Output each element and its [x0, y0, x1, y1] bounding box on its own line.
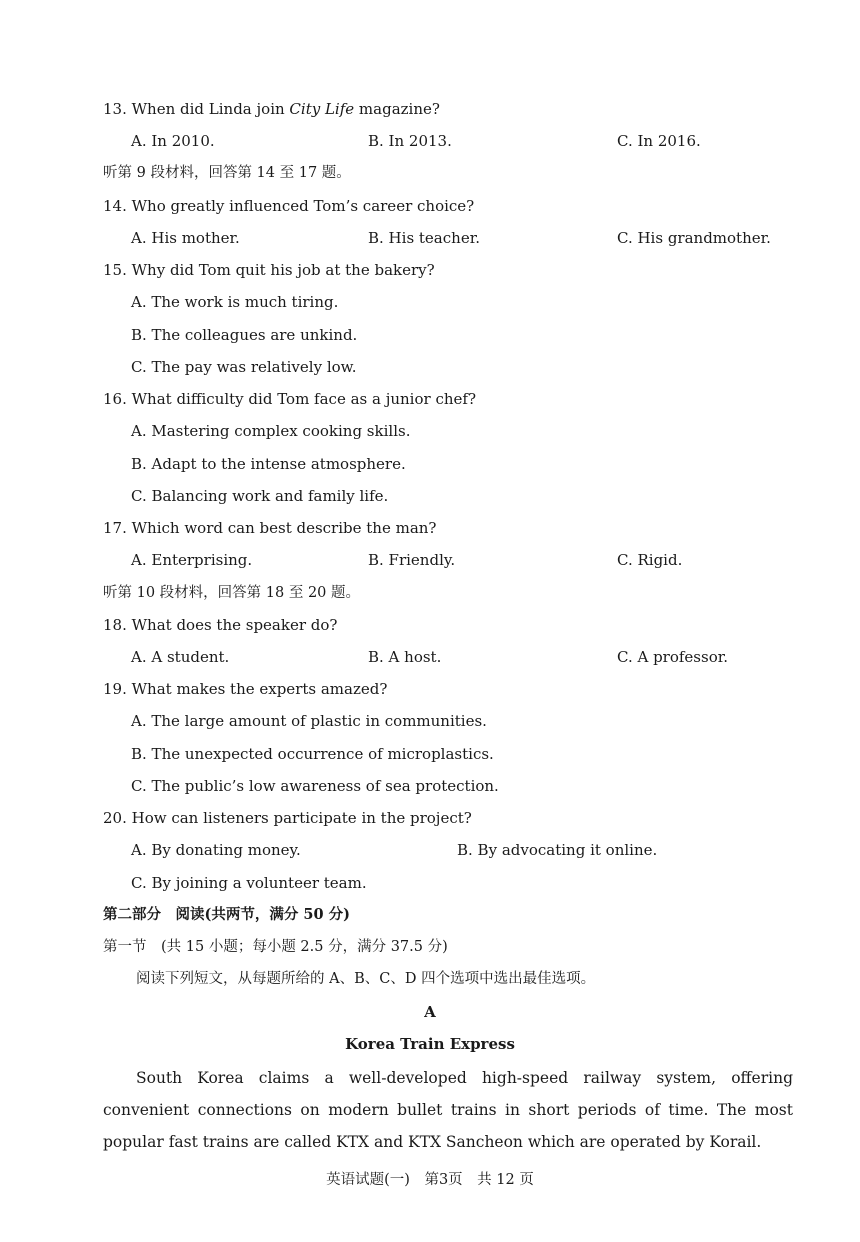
question-15-stem: 15. Why did Tom quit his job at the bakery?	[103, 261, 435, 279]
q16-option-a: A. Mastering complex cooking skills.	[131, 422, 411, 440]
q19-option-c: C. The public’s low awareness of sea protection.	[131, 777, 499, 795]
q14-option-c: C. His grandmother.	[617, 229, 771, 247]
section-10-instruction: 听第 10 段材料，回答第 18 至 20 题。	[103, 585, 361, 601]
question-13-stem-end: magazine?	[354, 100, 440, 118]
section-1-text: 第一节 (共 15 小题；每小题 2.5 分，满分 37.5 分)	[103, 939, 448, 955]
q17-option-b: B. Friendly.	[368, 551, 456, 569]
q18-option-c: C. A professor.	[617, 648, 729, 666]
question-14-stem: 14. Who greatly influenced Tom’s career choice?	[103, 197, 475, 215]
q19-option-a: A. The large amount of plastic in communities.	[131, 712, 487, 730]
question-13-stem-text: 13. When did Linda join	[103, 100, 290, 118]
q15-option-a: A. The work is much tiring.	[131, 293, 339, 311]
q20-option-b: B. By advocating it online.	[457, 841, 658, 859]
question-20-stem: 20. How can listeners participate in the project?	[103, 809, 472, 827]
part-2-heading: 第二部分 阅读(共两节，满分 50 分)	[103, 906, 350, 923]
question-13-stem	[103, 99, 440, 119]
q18-option-b: B. A host.	[368, 648, 442, 666]
q16-option-c: C. Balancing work and family life.	[131, 487, 389, 505]
q20-option-a: A. By donating money.	[131, 841, 301, 859]
reading-instruction: 阅读下列短文，从每题所给的 A、B、C、D 四个选项中选出最佳选项。	[136, 971, 596, 987]
q14-option-a: A. His mother.	[131, 229, 240, 247]
q13-option-a: A. In 2010.	[131, 132, 215, 150]
question-16-stem: 16. What difficulty did Tom face as a junior chef?	[103, 390, 476, 408]
q15-option-c: C. The pay was relatively low.	[131, 358, 357, 376]
q19-option-b: B. The unexpected occurrence of microplastics.	[131, 745, 494, 763]
q18-option-a: A. A student.	[131, 648, 230, 666]
q16-option-b: B. Adapt to the intense atmosphere.	[131, 455, 406, 473]
q17-option-a: A. Enterprising.	[131, 551, 253, 569]
question-18-stem: 18. What does the speaker do?	[103, 616, 338, 634]
question-19-stem: 19. What makes the experts amazed?	[103, 680, 388, 698]
passage-letter: A	[424, 1003, 436, 1021]
section-9-instruction: 听第 9 段材料，回答第 14 至 17 题。	[103, 165, 351, 181]
q14-option-b: B. His teacher.	[368, 229, 480, 247]
passage-title: Korea Train Express	[345, 1035, 515, 1053]
q20-option-c: C. By joining a volunteer team.	[131, 874, 367, 892]
q17-option-c: C. Rigid.	[617, 551, 683, 569]
magazine-title: City Life	[289, 100, 355, 118]
question-17-stem: 17. Which word can best describe the man?	[103, 519, 437, 537]
passage-paragraph: South Korea claims a well-developed high-speed railway system, offering convenient connections on modern bullet trains in short periods of time. The most popular fast trains are called KTX and KTX Sancheon which are operated by Korail.	[103, 1069, 793, 1151]
q15-option-b: B. The colleagues are unkind.	[131, 326, 358, 344]
q13-option-c: C. In 2016.	[617, 132, 701, 150]
q13-option-b: B. In 2013.	[368, 132, 452, 150]
page-footer: 英语试题(一) 第3页 共 12 页	[326, 1172, 534, 1188]
section-1-heading	[103, 937, 448, 957]
